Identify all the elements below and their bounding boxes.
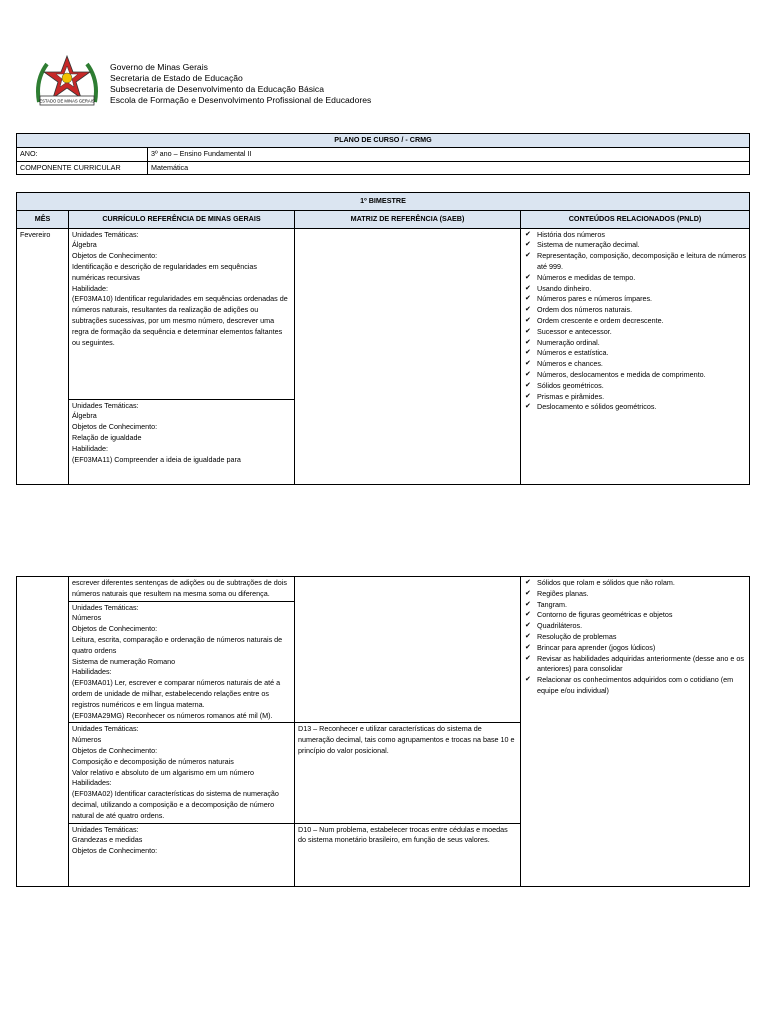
content-item: ✔ Tangram.: [524, 600, 746, 611]
block-label: Objetos de Conhecimento:: [72, 624, 158, 634]
block-object: Identificação e descrição de regularidades em sequências numéricas recursivas: [72, 261, 257, 282]
content-item: ✔ Numeração ordinal.: [524, 338, 746, 349]
crmg-block-numbers-reading: [69, 601, 295, 723]
continuation-table: [16, 576, 750, 887]
content-item: ✔ Representação, composição, decomposição e leitura de números até 999.: [524, 251, 746, 273]
block-skill: escrever diferentes sentenças de adições ou de subtrações de dois números naturais que resultem na mesma soma ou diferença.: [72, 578, 287, 598]
block-unit: Números: [72, 735, 102, 745]
content-item: ✔ Números e estatística.: [524, 348, 746, 359]
block-label: Unidades Temáticas:: [72, 824, 139, 834]
seal-text: ESTADO DE MINAS GERAIS: [39, 98, 95, 104]
block-object: Leitura, escrita, comparação e ordenação de números naturais de quatro ordens: [72, 634, 283, 655]
block-label: Unidades Temáticas:: [72, 229, 139, 239]
saeb-d10-cell: D10 – Num problema, estabelecer trocas entre cédulas e moedas do sistema monetário brasileiro, em função de seus valores.: [295, 823, 521, 886]
block-skill: (EF03MA11) Compreender a ideia de igualdade para: [72, 454, 241, 464]
header-line-school: Escola de Formação e Desenvolvimento Profissional de Educadores: [110, 95, 372, 105]
block-skill: (EF03MA02) Identificar características do sistema de numeração decimal, utilizando a composição e a decomposição de número natural de até quatro ordens.: [72, 789, 279, 820]
month-cell-empty: [17, 577, 69, 887]
content-item: ✔ Sucessor e antecessor.: [524, 327, 746, 338]
content-item: ✔ Prismas e pirâmides.: [524, 392, 746, 403]
year-label: ANO:: [17, 147, 148, 161]
block-label: Objetos de Conhecimento:: [72, 422, 158, 432]
col-header-pnld: CONTEÚDOS RELACIONADOS (PNLD): [521, 210, 750, 228]
block-unit: Álgebra: [72, 411, 97, 421]
block-label: Habilidade:: [72, 443, 108, 453]
block-unit: Álgebra: [72, 240, 97, 250]
crmg-block-equality-continued: [69, 577, 295, 602]
header-line-subsecretariat: Subsecretaria de Desenvolvimento da Educação Básica: [110, 84, 325, 94]
block-skill: (EF03MA10) Identificar regularidades em sequências ordenadas de números naturais, resultantes da realização de adições ou subtrações sucessivas, por um mesmo número, descrever uma regra de formação da sequência e determinar elementos faltantes ou seguintes.: [72, 294, 288, 347]
block-object: Sistema de numeração Romano: [72, 656, 176, 666]
crmg-block-algebra-equality: [69, 399, 295, 484]
content-item: ✔ Relacionar os conhecimentos adquiridos com o cotidiano (em equipe e/ou individual): [524, 675, 746, 697]
course-info-table: [16, 133, 750, 175]
block-label: Objetos de Conhecimento:: [72, 251, 158, 261]
block-skill: (EF03MA01) Ler, escrever e comparar números naturais de até a ordem de unidade de milhar, estabelecendo relações entre os registros numéricos e em língua materna.: [72, 678, 281, 709]
block-unit: Grandezas e medidas: [72, 835, 143, 845]
saeb-cell-empty: [295, 228, 521, 484]
component-label: COMPONENTE CURRICULAR: [17, 161, 148, 175]
block-label: Objetos de Conhecimento:: [72, 846, 158, 856]
content-item: ✔ Sólidos que rolam e sólidos que não rolam.: [524, 578, 746, 589]
crmg-block-algebra-sequences: [69, 228, 295, 399]
component-value: Matemática: [148, 161, 750, 175]
block-label: Habilidades:: [72, 667, 112, 677]
content-item: ✔ Usando dinheiro.: [524, 284, 746, 295]
saeb-d13-cell: D13 – Reconhecer e utilizar características do sistema de numeração decimal, tais como agrupamentos e trocas na base 10 e princípio do valor posicional.: [295, 723, 521, 823]
block-label: Habilidades:: [72, 778, 112, 788]
header-line-secretariat: Secretaria de Estado de Educação: [110, 73, 243, 83]
content-item: ✔ Números pares e números ímpares.: [524, 294, 746, 305]
col-header-month: MÊS: [17, 210, 69, 228]
block-object: Relação de igualdade: [72, 432, 142, 442]
minas-gerais-seal-icon: [33, 50, 101, 118]
content-item: ✔ Números e medidas de tempo.: [524, 273, 746, 284]
block-label: Unidades Temáticas:: [72, 724, 139, 734]
saeb-cell-empty: [295, 577, 521, 723]
content-item: ✔ História dos números: [524, 230, 746, 241]
crmg-block-measures: [69, 823, 295, 886]
content-item: ✔ Brincar para aprender (jogos lúdicos): [524, 643, 746, 654]
header-line-government: Governo de Minas Gerais: [110, 62, 208, 72]
content-item: ✔ Deslocamento e sólidos geométricos.: [524, 402, 746, 413]
pnld-contents-list: [524, 578, 746, 697]
year-value: 3º ano – Ensino Fundamental II: [148, 147, 750, 161]
block-object: Composição e decomposição de números naturais: [72, 756, 234, 766]
content-item: ✔ Sólidos geométricos.: [524, 381, 746, 392]
content-item: ✔ Regiões planas.: [524, 589, 746, 600]
pnld-contents-list: [524, 230, 746, 414]
content-item: ✔ Sistema de numeração decimal.: [524, 240, 746, 251]
bimestre-title: 1º BIMESTRE: [17, 193, 750, 211]
content-item: ✔ Ordem dos números naturais.: [524, 305, 746, 316]
block-label: Objetos de Conhecimento:: [72, 745, 158, 755]
content-item: ✔ Ordem crescente e ordem decrescente.: [524, 316, 746, 327]
content-item: ✔ Contorno de figuras geométricas e objetos: [524, 610, 746, 621]
block-label: Habilidade:: [72, 283, 108, 293]
pnld-contents-cell: [521, 228, 750, 484]
crmg-block-numbers-composition: [69, 723, 295, 823]
content-item: ✔ Números e chances.: [524, 359, 746, 370]
block-unit: Números: [72, 613, 102, 623]
plan-title: PLANO DE CURSO / - CRMG: [17, 134, 750, 148]
document-header: [33, 50, 733, 120]
block-object: Valor relativo e absoluto de um algarismo em um número: [72, 767, 255, 777]
content-item: ✔ Revisar as habilidades adquiridas anteriormente (desse ano e os anteriores) para consolidar: [524, 654, 746, 676]
block-label: Unidades Temáticas:: [72, 602, 139, 612]
block-skill: (EF03MA29MG) Reconhecer os números romanos até mil (M).: [72, 710, 273, 720]
content-item: ✔ Números, deslocamentos e medida de comprimento.: [524, 370, 746, 381]
pnld-contents-cell: [521, 577, 750, 887]
col-header-crmg: CURRÍCULO REFERÊNCIA DE MINAS GERAIS: [69, 210, 295, 228]
content-item: ✔ Quadriláteros.: [524, 621, 746, 632]
block-label: Unidades Temáticas:: [72, 400, 139, 410]
month-cell: Fevereiro: [17, 228, 69, 484]
content-item: ✔ Resolução de problemas: [524, 632, 746, 643]
header-lines: [110, 62, 371, 106]
bimestre-table: [16, 192, 750, 485]
col-header-saeb: MATRIZ DE REFERÊNCIA (SAEB): [295, 210, 521, 228]
